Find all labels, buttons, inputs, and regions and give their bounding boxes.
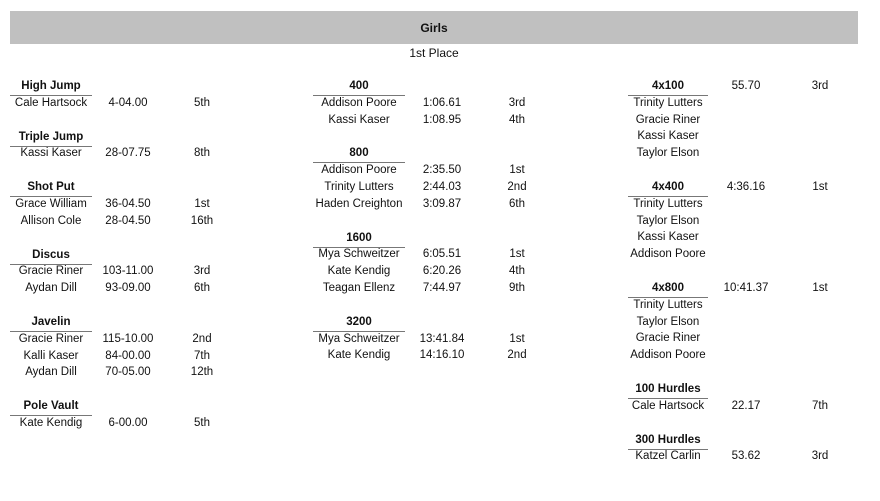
athlete-name: Trinity Lutters	[633, 197, 703, 210]
mark-value: 28-04.50	[105, 214, 151, 227]
athlete-name: Kalli Kaser	[23, 349, 79, 362]
mark-value: 28-07.75	[105, 147, 151, 160]
event-header	[0, 381, 880, 398]
mark-value: 115-10.00	[102, 332, 154, 345]
table-row	[0, 112, 880, 129]
place-value: 7th	[194, 349, 210, 362]
event-name: 400	[313, 78, 405, 96]
athlete-name: Aydan Dill	[25, 282, 77, 295]
athlete-name: Grace William	[15, 198, 87, 210]
event-name: 300 Hurdles	[628, 432, 708, 450]
event-name: Shot Put	[10, 179, 92, 197]
title-bar	[10, 11, 858, 44]
place-value: 16th	[190, 214, 214, 227]
mark-value: 6:20.26	[422, 265, 462, 278]
event-header	[0, 179, 880, 196]
place-value: 4th	[509, 265, 525, 278]
mark-value: 103-11.00	[102, 265, 154, 278]
event-name: High Jump	[10, 78, 92, 96]
page-title: Girls	[420, 20, 448, 35]
athlete-name: Taylor Elson	[636, 214, 700, 227]
relay-place: 3rd	[811, 80, 829, 92]
athlete-name: Gracie Riner	[18, 332, 84, 345]
table-row	[0, 196, 880, 213]
athlete-name: Taylor Elson	[636, 147, 700, 160]
place-value: 3rd	[811, 450, 829, 463]
table-row	[0, 448, 880, 465]
place-value: 4th	[509, 113, 525, 126]
mark-value: 22.17	[731, 399, 761, 412]
table-row	[0, 398, 880, 415]
relay-place: 1st	[812, 282, 828, 294]
athlete-name: Addison Poore	[630, 248, 706, 261]
event-name: 1600	[313, 230, 405, 248]
mark-value: 2:35.50	[422, 164, 462, 177]
athlete-name: Trinity Lutters	[633, 298, 703, 311]
table-row	[0, 263, 880, 280]
athlete-name: Cale Hartsock	[631, 399, 705, 412]
mark-value: 7:44.97	[422, 282, 462, 294]
table-row	[0, 145, 880, 162]
place-value: 12th	[190, 366, 214, 379]
event-name: Pole Vault	[10, 398, 92, 416]
athlete-name: Haden Creighton	[315, 197, 403, 210]
place-value: 5th	[194, 96, 210, 109]
athlete-name: Kate Kendig	[19, 417, 83, 429]
mark-value: 1:06.61	[422, 96, 462, 109]
table-row	[0, 246, 880, 263]
table-row	[0, 229, 880, 246]
event-header	[0, 78, 880, 95]
relay-mark: 10:41.37	[723, 282, 769, 294]
athlete-name: Kate Kendig	[327, 349, 391, 362]
mark-value: 3:09.87	[422, 197, 462, 210]
athlete-name: Gracie Riner	[635, 332, 701, 345]
event-name: 100 Hurdles	[628, 381, 708, 399]
athlete-name: Kassi Kaser	[637, 130, 699, 143]
place-value: 1st	[509, 248, 525, 261]
table-row	[0, 347, 880, 364]
athlete-name: Kate Kendig	[327, 265, 391, 278]
mark-value: 84-00.00	[105, 349, 151, 362]
mark-value: 36-04.50	[105, 198, 151, 210]
event-name: 3200	[313, 314, 405, 332]
mark-value: 14:16.10	[419, 349, 465, 362]
athlete-name: Taylor Elson	[636, 315, 700, 328]
athlete-name: Mya Schweitzer	[318, 248, 400, 261]
event-header	[0, 432, 880, 449]
mark-value: 93-09.00	[105, 282, 151, 295]
event-name: 4x800	[628, 280, 708, 298]
athlete-name: Cale Hartsock	[14, 96, 88, 109]
table-row	[0, 415, 880, 432]
table-row	[0, 314, 880, 331]
mark-value: 13:41.84	[419, 332, 465, 345]
athlete-name: Addison Poore	[321, 164, 397, 177]
mark-value: 6:05.51	[422, 248, 462, 261]
place-value: 2nd	[192, 332, 212, 345]
relay-mark: 55.70	[731, 80, 761, 92]
mark-value: 1:08.95	[422, 113, 462, 126]
place-value: 8th	[194, 147, 210, 160]
place-value: 5th	[194, 417, 210, 429]
table-row	[0, 213, 880, 230]
athlete-name: Addison Poore	[630, 349, 706, 362]
place-value: 1st	[509, 164, 525, 177]
event-name: 4x400	[628, 179, 708, 197]
relay-mark: 4:36.16	[726, 181, 766, 193]
table-row	[0, 162, 880, 179]
athlete-name: Allison Cole	[20, 214, 82, 227]
event-name: 800	[313, 145, 405, 163]
place-value: 2nd	[507, 181, 527, 193]
athlete-name: Katzel Carlin	[635, 450, 701, 463]
subtitle: 1st Place	[409, 46, 459, 60]
event-name: Discus	[10, 247, 92, 265]
mark-value: 6-00.00	[108, 417, 148, 429]
event-header	[0, 280, 880, 297]
place-value: 1st	[194, 198, 210, 210]
place-value: 1st	[509, 332, 525, 345]
event-name: Javelin	[10, 314, 92, 332]
athlete-name: Gracie Riner	[18, 265, 84, 278]
event-name: 4x100	[628, 78, 708, 96]
place-value: 7th	[812, 399, 828, 412]
place-value: 9th	[509, 282, 525, 294]
athlete-name: Gracie Riner	[635, 113, 701, 126]
place-value: 6th	[509, 197, 525, 210]
table-row	[0, 297, 880, 314]
athlete-name: Teagan Ellenz	[322, 282, 396, 294]
table-row	[0, 364, 880, 381]
relay-place: 1st	[812, 181, 828, 193]
place-value: 3rd	[508, 96, 526, 109]
place-value: 2nd	[507, 349, 527, 362]
place-value: 3rd	[193, 265, 211, 278]
athlete-name: Aydan Dill	[25, 366, 77, 379]
mark-value: 2:44.03	[422, 181, 462, 193]
athlete-name: Addison Poore	[321, 96, 397, 109]
event-name: Triple Jump	[10, 129, 92, 147]
athlete-name: Trinity Lutters	[324, 181, 394, 193]
athlete-name: Kassi Kaser	[328, 113, 390, 126]
athlete-name: Kassi Kaser	[20, 147, 82, 160]
table-row	[0, 95, 880, 112]
mark-value: 70-05.00	[105, 366, 151, 379]
place-value: 6th	[194, 282, 210, 295]
mark-value: 53.62	[731, 450, 761, 463]
athlete-name: Trinity Lutters	[633, 96, 703, 109]
athlete-name: Mya Schweitzer	[318, 332, 400, 345]
table-row	[0, 330, 880, 347]
athlete-name: Kassi Kaser	[637, 231, 699, 244]
mark-value: 4-04.00	[108, 96, 148, 109]
table-row	[0, 128, 880, 145]
